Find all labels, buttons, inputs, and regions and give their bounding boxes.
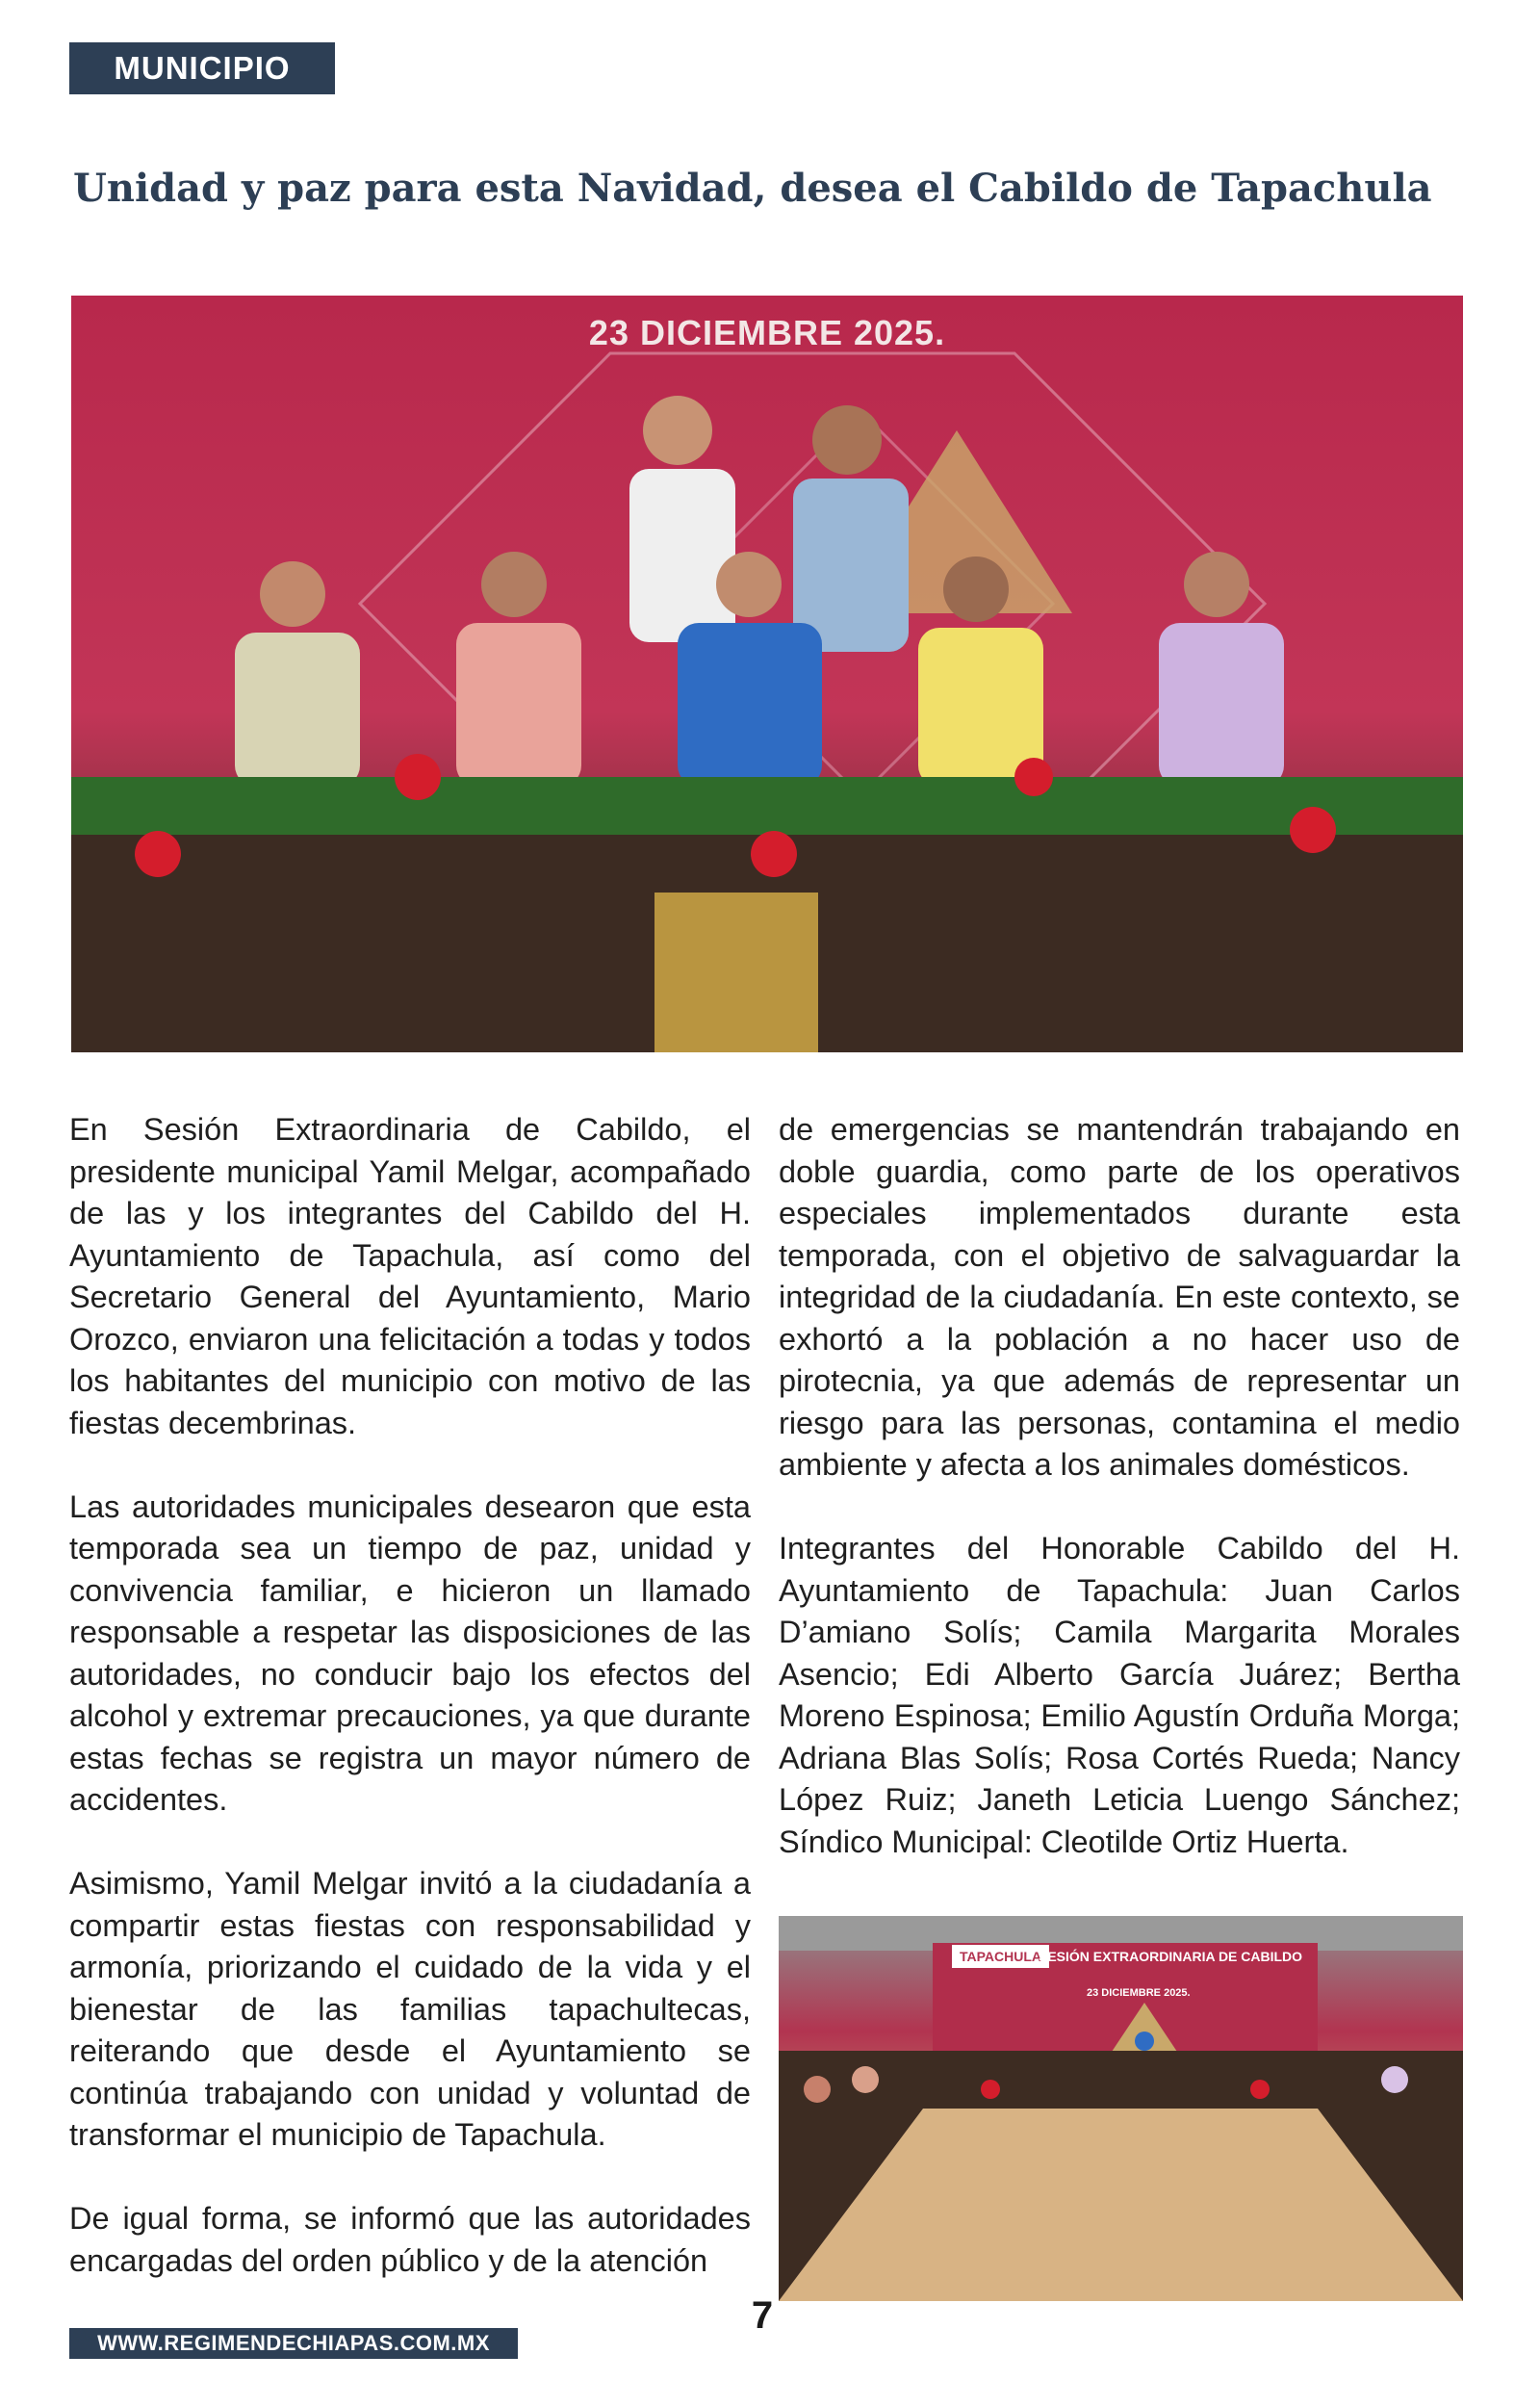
article-column-left [69,1109,751,2282]
session-photo [779,1916,1463,2301]
article-paragraph: De igual forma, se informó que las autoridades encargadas del orden público y de la atención [69,2201,751,2278]
article-column-right [779,1109,1460,1863]
photo-date-banner: 23 DICIEMBRE 2025. [588,313,946,352]
main-photo [71,296,1463,1052]
article-paragraph: En Sesión Extraordinaria de Cabildo, el presidente municipal Yamil Melgar, acompañado de las y los integrantes del Cabildo del H. Ayuntamiento de Tapachula, así como del Secretario General del Ayuntamiento, Mario Orozco, enviaron una felicitación a todas y todos los habitantes del municipio con motivo de las fiestas decembrinas. [69,1112,751,1440]
article-paragraph: de emergencias se mantendrán trabajando en doble guardia, como parte de los operativos especiales implementados durante esta temporada, con el objetivo de salvaguardar la integridad de la ciudadanía. En este contexto, se exhortó a la población a no hacer uso de pirotecnia, ya que además de representar un riesgo para las personas, contamina el medio ambiente y afecta a los animales domésticos. [779,1112,1460,1482]
article-headline: Unidad y paz para esta Navidad, desea el Cabildo de Tapachula [73,166,1432,211]
section-label: MUNICIPIO [69,42,335,94]
session-banner-title: SESIÓN EXTRAORDINARIA DE CABILDO [1039,1949,1303,1964]
session-banner-logo: TAPACHULA [952,1945,1049,1968]
article-paragraph: Asimismo, Yamil Melgar invitó a la ciudadanía a compartir estas fiestas con responsabilidad y armonía, priorizando el cuidado de la vida y el bienestar de las familias tapachultecas, reiterando que desde el Ayuntamiento se continúa trabajando con unidad y voluntad de transformar el municipio de Tapachula. [69,1866,751,2152]
footer-website-link[interactable]: WWW.REGIMENDECHIAPAS.COM.MX [69,2328,518,2359]
article-paragraph: Integrantes del Honorable Cabildo del H. Ayuntamiento de Tapachula: Juan Carlos D’amiano Solís; Camila Margarita Morales Asencio; Edi Alberto García Juárez; Bertha Moreno Espinosa; Emilio Agustín Orduña Morga; Adriana Blas Solís; Rosa Cortés Rueda; Nancy López Ruiz; Janeth Leticia Luengo Sánchez; Síndico Municipal: Cleotilde Ortiz Huerta. [779,1531,1460,1859]
page-number: 7 [751,2294,774,2337]
session-banner-date: 23 DICIEMBRE 2025. [1087,1987,1191,1999]
session-photo-illustration [779,1916,1463,2301]
main-photo-illustration [71,296,1463,1052]
article-paragraph: Las autoridades municipales desearon que esta temporada sea un tiempo de paz, unidad y convivencia familiar, e hicieron un llamado responsable a respetar las disposiciones de las autoridades, no conducir bajo los efectos del alcohol y extremar precauciones, ya que durante estas fechas se registra un mayor número de accidentes. [69,1488,751,1817]
